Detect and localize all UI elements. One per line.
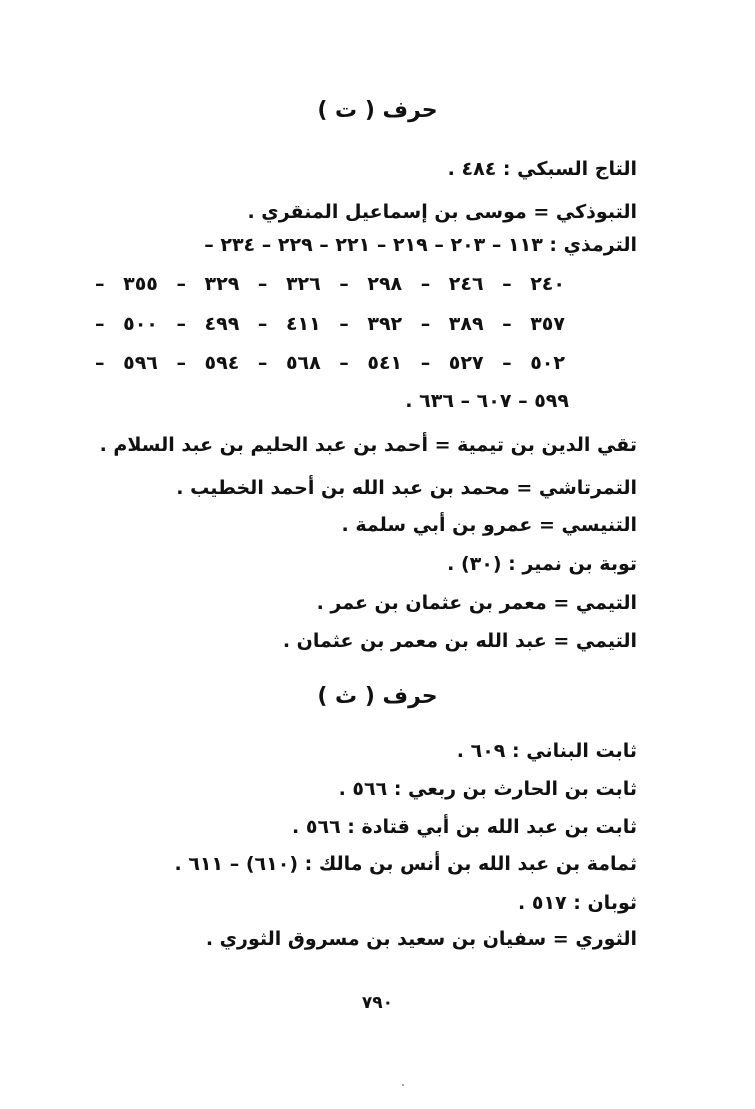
page-ref: ٣٢٩ [204,273,240,295]
index-entry: التيمي = عبد الله بن معمر بن عثمان . [282,630,637,652]
dash-separator: – [95,273,105,295]
index-entry: التبوذكي = موسى بن إسماعيل المنقري . [247,201,637,223]
index-entry: ثابت البناني : ٦٠٩ . [456,740,637,762]
page-ref: ٢٤٦ [448,273,484,295]
dash-separator: – [502,273,512,295]
index-entry: التمرتاشي = محمد بن عبد الله بن أحمد الخطيب . [176,477,637,499]
page-number-tail: ٥٩٩ – ٦٠٧ – ٦٣٦ . [405,390,569,412]
page-ref: ٢٩٨ [367,273,403,295]
dash-separator: – [339,352,349,374]
page-ref: ٤٩٩ [204,313,240,335]
dash-separator: – [420,313,431,335]
index-entry: توبة بن نمير : (٣٠) . [447,553,637,575]
dash-separator: – [420,352,431,374]
page-ref: ٥٩٤ [204,352,240,374]
page-number: ٧٩٠ [361,993,394,1013]
page-ref: ٥٤١ [367,352,403,374]
page-ref: ٣٩٢ [367,313,403,335]
dash-separator: – [95,313,105,335]
page-ref: ٢٤٠ [530,273,565,295]
page-number-row [95,271,565,297]
dash-separator: – [420,273,431,295]
dash-separator: – [339,313,349,335]
index-entry: التيمي = معمر بن عثمان بن عمر . [316,592,637,614]
index-entry: التاج السبكي : ٤٨٤ . [447,158,637,180]
dash-separator: – [257,313,268,335]
dash-separator: – [95,352,105,374]
dash-separator: – [502,313,512,335]
page-number-row [95,350,565,376]
page-ref: ٥٩٦ [123,352,158,374]
index-entry: ثابت بن عبد الله بن أبي قتادة : ٥٦٦ . [292,816,637,838]
page-ref: ٤١١ [285,313,321,335]
index-entry: ثوبان : ٥١٧ . [518,892,637,914]
index-entry: ثمامة بن عبد الله بن أنس بن مالك : (٦١٠) – ٦١١ . [174,853,637,875]
page-ref: ٣٥٧ [530,313,565,335]
page-ref: ٣٥٥ [123,273,158,295]
page-ref: ٥٠٢ [530,352,565,374]
dash-separator: – [176,352,186,374]
dash-separator: – [257,273,268,295]
section-heading-tha: حرف ( ث ) [317,684,438,709]
index-entry-tirmidhi: الترمذي : ١١٣ – ٢٠٣ – ٢١٩ – ٢٢١ – ٢٢٩ – ٢٣٤ – [204,234,637,256]
dash-separator: – [257,352,268,374]
index-entry: التنيسي = عمرو بن أبي سلمة . [341,514,637,536]
page-ref: ٥٠٠ [123,313,158,335]
page-ref: ٥٦٨ [285,352,321,374]
dash-separator: – [339,273,349,295]
index-entry: تقي الدين بن تيمية = أحمد بن عبد الحليم بن عبد السلام . [99,434,637,456]
index-entry: الثوري = سفيان بن سعيد بن مسروق الثوري . [205,928,637,950]
index-entry: ثابت بن الحارث بن ربعي : ٥٦٦ . [338,778,637,800]
page-ref: ٣٨٩ [448,313,484,335]
dash-separator: – [176,313,186,335]
scan-speck [402,1084,404,1086]
section-heading-ta: حرف ( ت ) [317,98,438,123]
page-ref: ٥٢٧ [448,352,484,374]
dash-separator: – [176,273,186,295]
dash-separator: – [502,352,512,374]
page-number-row [95,311,565,337]
page-ref: ٣٢٦ [285,273,321,295]
